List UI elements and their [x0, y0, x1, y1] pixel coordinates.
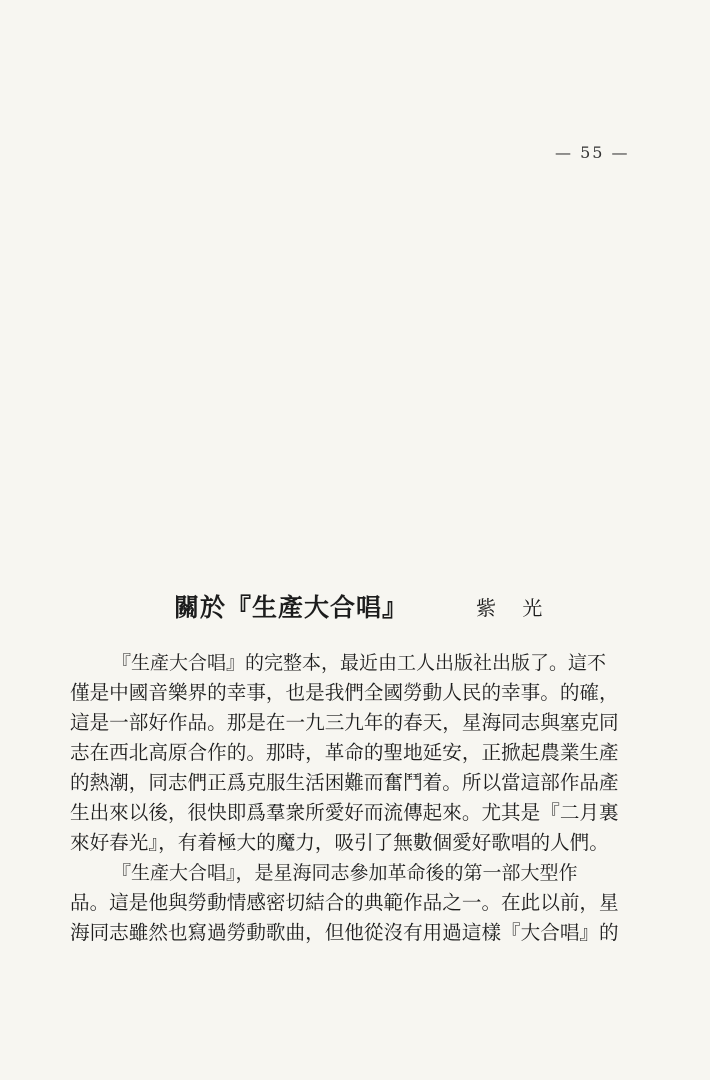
paragraph-1-line-3: 這是一部好作品。那是在一九三九年的春天，星海同志與塞克同 [70, 711, 619, 734]
article-title: 關於『生產大合唱』 [174, 593, 409, 622]
paragraph-1-line-4: 志在西北高原合作的。那時，革命的聖地延安，正掀起農業生產 [70, 741, 619, 764]
page-number: — 55 — [555, 143, 630, 162]
paragraph-2-line-2: 品。這是他與勞動情感密切結合的典範作品之一。在此以前，星 [70, 891, 619, 914]
paragraph-2-line-3: 海同志雖然也寫過勞動歌曲，但他從沒有用過這樣『大合唱』的 [70, 921, 619, 944]
paragraph-1-line-5: 的熱潮，同志們正爲克服生活困難而奮鬥着。所以當這部作品產 [70, 771, 619, 794]
paragraph-1-line-6: 生出來以後，很快即爲羣衆所愛好而流傳起來。尤其是『二月裏 [70, 801, 619, 824]
paragraph-1-line-7: 來好春光』，有着極大的魔力，吸引了無數個愛好歌唱的人們。 [70, 831, 609, 854]
paragraph-1-line-2: 僅是中國音樂界的幸事，也是我們全國勞動人民的幸事。的確， [70, 681, 619, 704]
paragraph-1-line-1: 『生產大合唱』的完整本，最近由工人出版社出版了。這不 [112, 652, 607, 674]
paragraph-2-line-1: 『生產大合唱』，是星海同志參加革命後的第一部大型作 [112, 862, 578, 884]
article-body [70, 648, 660, 948]
article-header [174, 588, 594, 628]
article-author: 紫 光 [476, 596, 553, 620]
